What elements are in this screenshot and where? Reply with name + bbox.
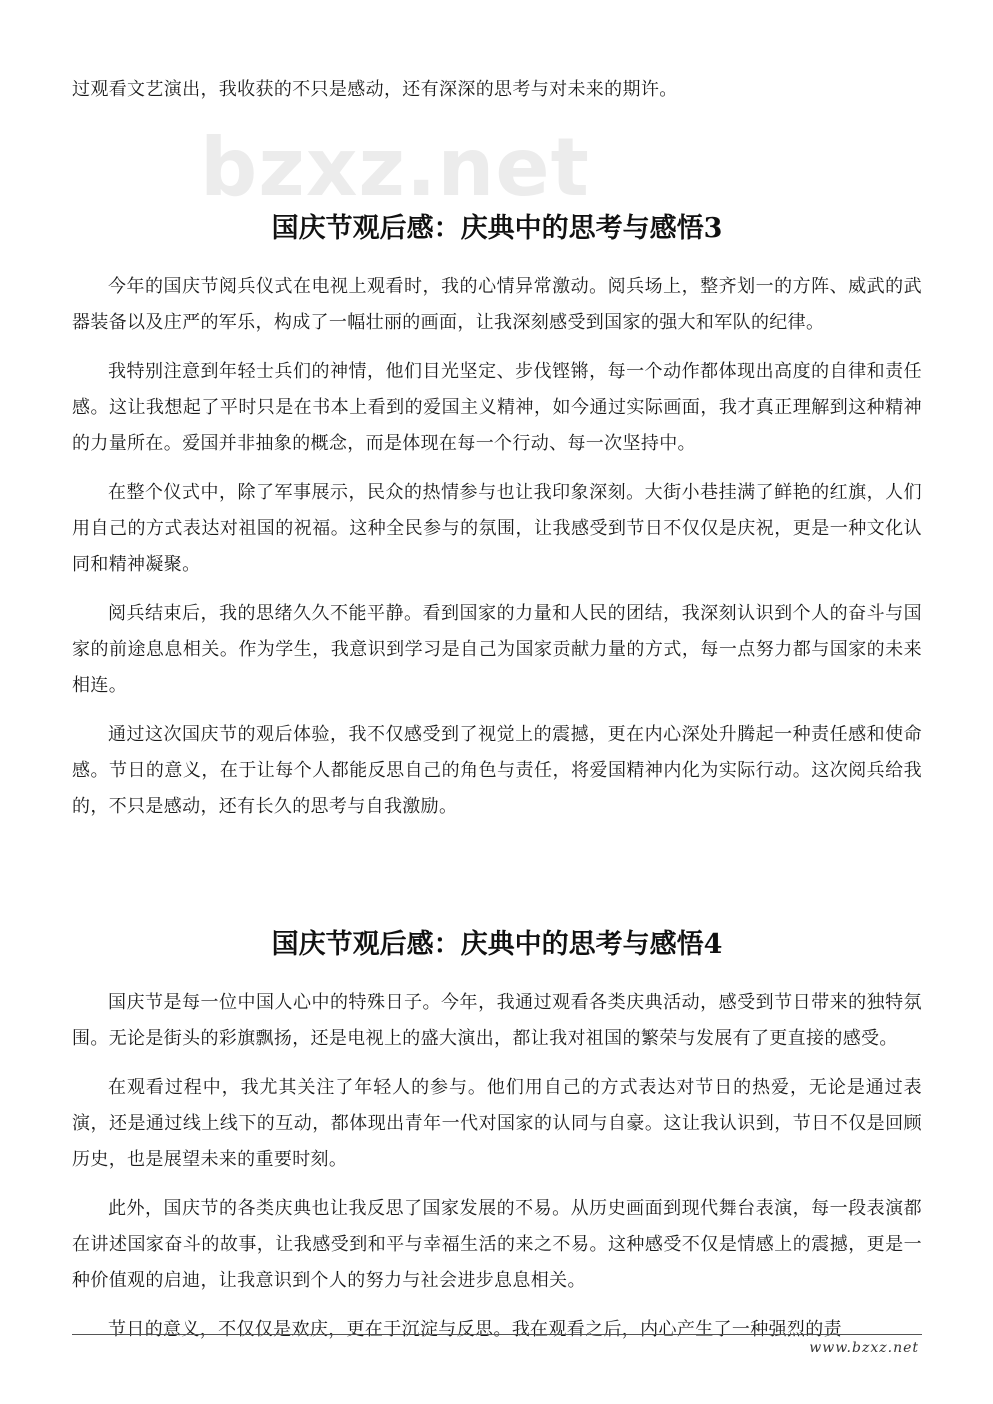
footer-divider [72, 1334, 922, 1335]
footer-url: www.bzxz.net [809, 1340, 919, 1356]
document-body [72, 72, 922, 1348]
intro-line: 过观看文艺演出，我收获的不只是感动，还有深深的思考与对未来的期许。 [72, 79, 678, 100]
section-3-paragraph-3: 在整个仪式中，除了军事展示，民众的热情参与也让我印象深刻。大街小巷挂满了鲜艳的红旗，人们用自己的方式表达对祖国的祝福。这种全民参与的氛围，让我感受到节日不仅仅是庆祝，更是一种文化认同和精神凝聚。 [72, 482, 922, 575]
section-3-paragraph-1: 今年的国庆节阅兵仪式在电视上观看时，我的心情异常激动。阅兵场上，整齐划一的方阵、威武的武器装备以及庄严的军乐，构成了一幅壮丽的画面，让我深刻感受到国家的强大和军队的纪律。 [72, 276, 922, 333]
section-title-3: 国庆节观后感：庆典中的思考与感悟3 [271, 213, 723, 244]
section-3-paragraph-5: 通过这次国庆节的观后体验，我不仅感受到了视觉上的震撼，更在内心深处升腾起一种责任感和使命感。节日的意义，在于让每个人都能反思自己的角色与责任，将爱国精神内化为实际行动。这次阅兵给我的，不只是感动，还有长久的思考与自我激励。 [72, 724, 922, 817]
section-3-paragraph-2: 我特别注意到年轻士兵们的神情，他们目光坚定、步伐铿锵，每一个动作都体现出高度的自律和责任感。这让我想起了平时只是在书本上看到的爱国主义精神，如今通过实际画面，我才真正理解到这种精神的力量所在。爱国并非抽象的概念，而是体现在每一个行动、每一次坚持中。 [72, 361, 922, 454]
section-title-4: 国庆节观后感：庆典中的思考与感悟4 [271, 929, 723, 960]
section-4-paragraph-4: 节日的意义，不仅仅是欢庆，更在于沉淀与反思。我在观看之后，内心产生了一种强烈的责 [108, 1319, 842, 1340]
section-4-paragraph-3: 此外，国庆节的各类庆典也让我反思了国家发展的不易。从历史画面到现代舞台表演，每一段表演都在讲述国家奋斗的故事，让我感受到和平与幸福生活的来之不易。这种感受不仅是情感上的震撼，更是一种价值观的启迪，让我意识到个人的努力与社会进步息息相关。 [72, 1198, 922, 1291]
watermark: bzxz.net [200, 121, 590, 214]
section-4-paragraph-2: 在观看过程中，我尤其关注了年轻人的参与。他们用自己的方式表达对节日的热爱，无论是通过表演，还是通过线上线下的互动，都体现出青年一代对国家的认同与自豪。这让我认识到，节日不仅是回顾历史，也是展望未来的重要时刻。 [72, 1077, 922, 1170]
section-4-paragraph-1: 国庆节是每一位中国人心中的特殊日子。今年，我通过观看各类庆典活动，感受到节日带来的独特氛围。无论是街头的彩旗飘扬，还是电视上的盛大演出，都让我对祖国的繁荣与发展有了更直接的感受。 [72, 992, 922, 1049]
section-3-paragraph-4: 阅兵结束后，我的思绪久久不能平静。看到国家的力量和人民的团结，我深刻认识到个人的奋斗与国家的前途息息相关。作为学生，我意识到学习是自己为国家贡献力量的方式，每一点努力都与国家的未来相连。 [72, 603, 922, 696]
